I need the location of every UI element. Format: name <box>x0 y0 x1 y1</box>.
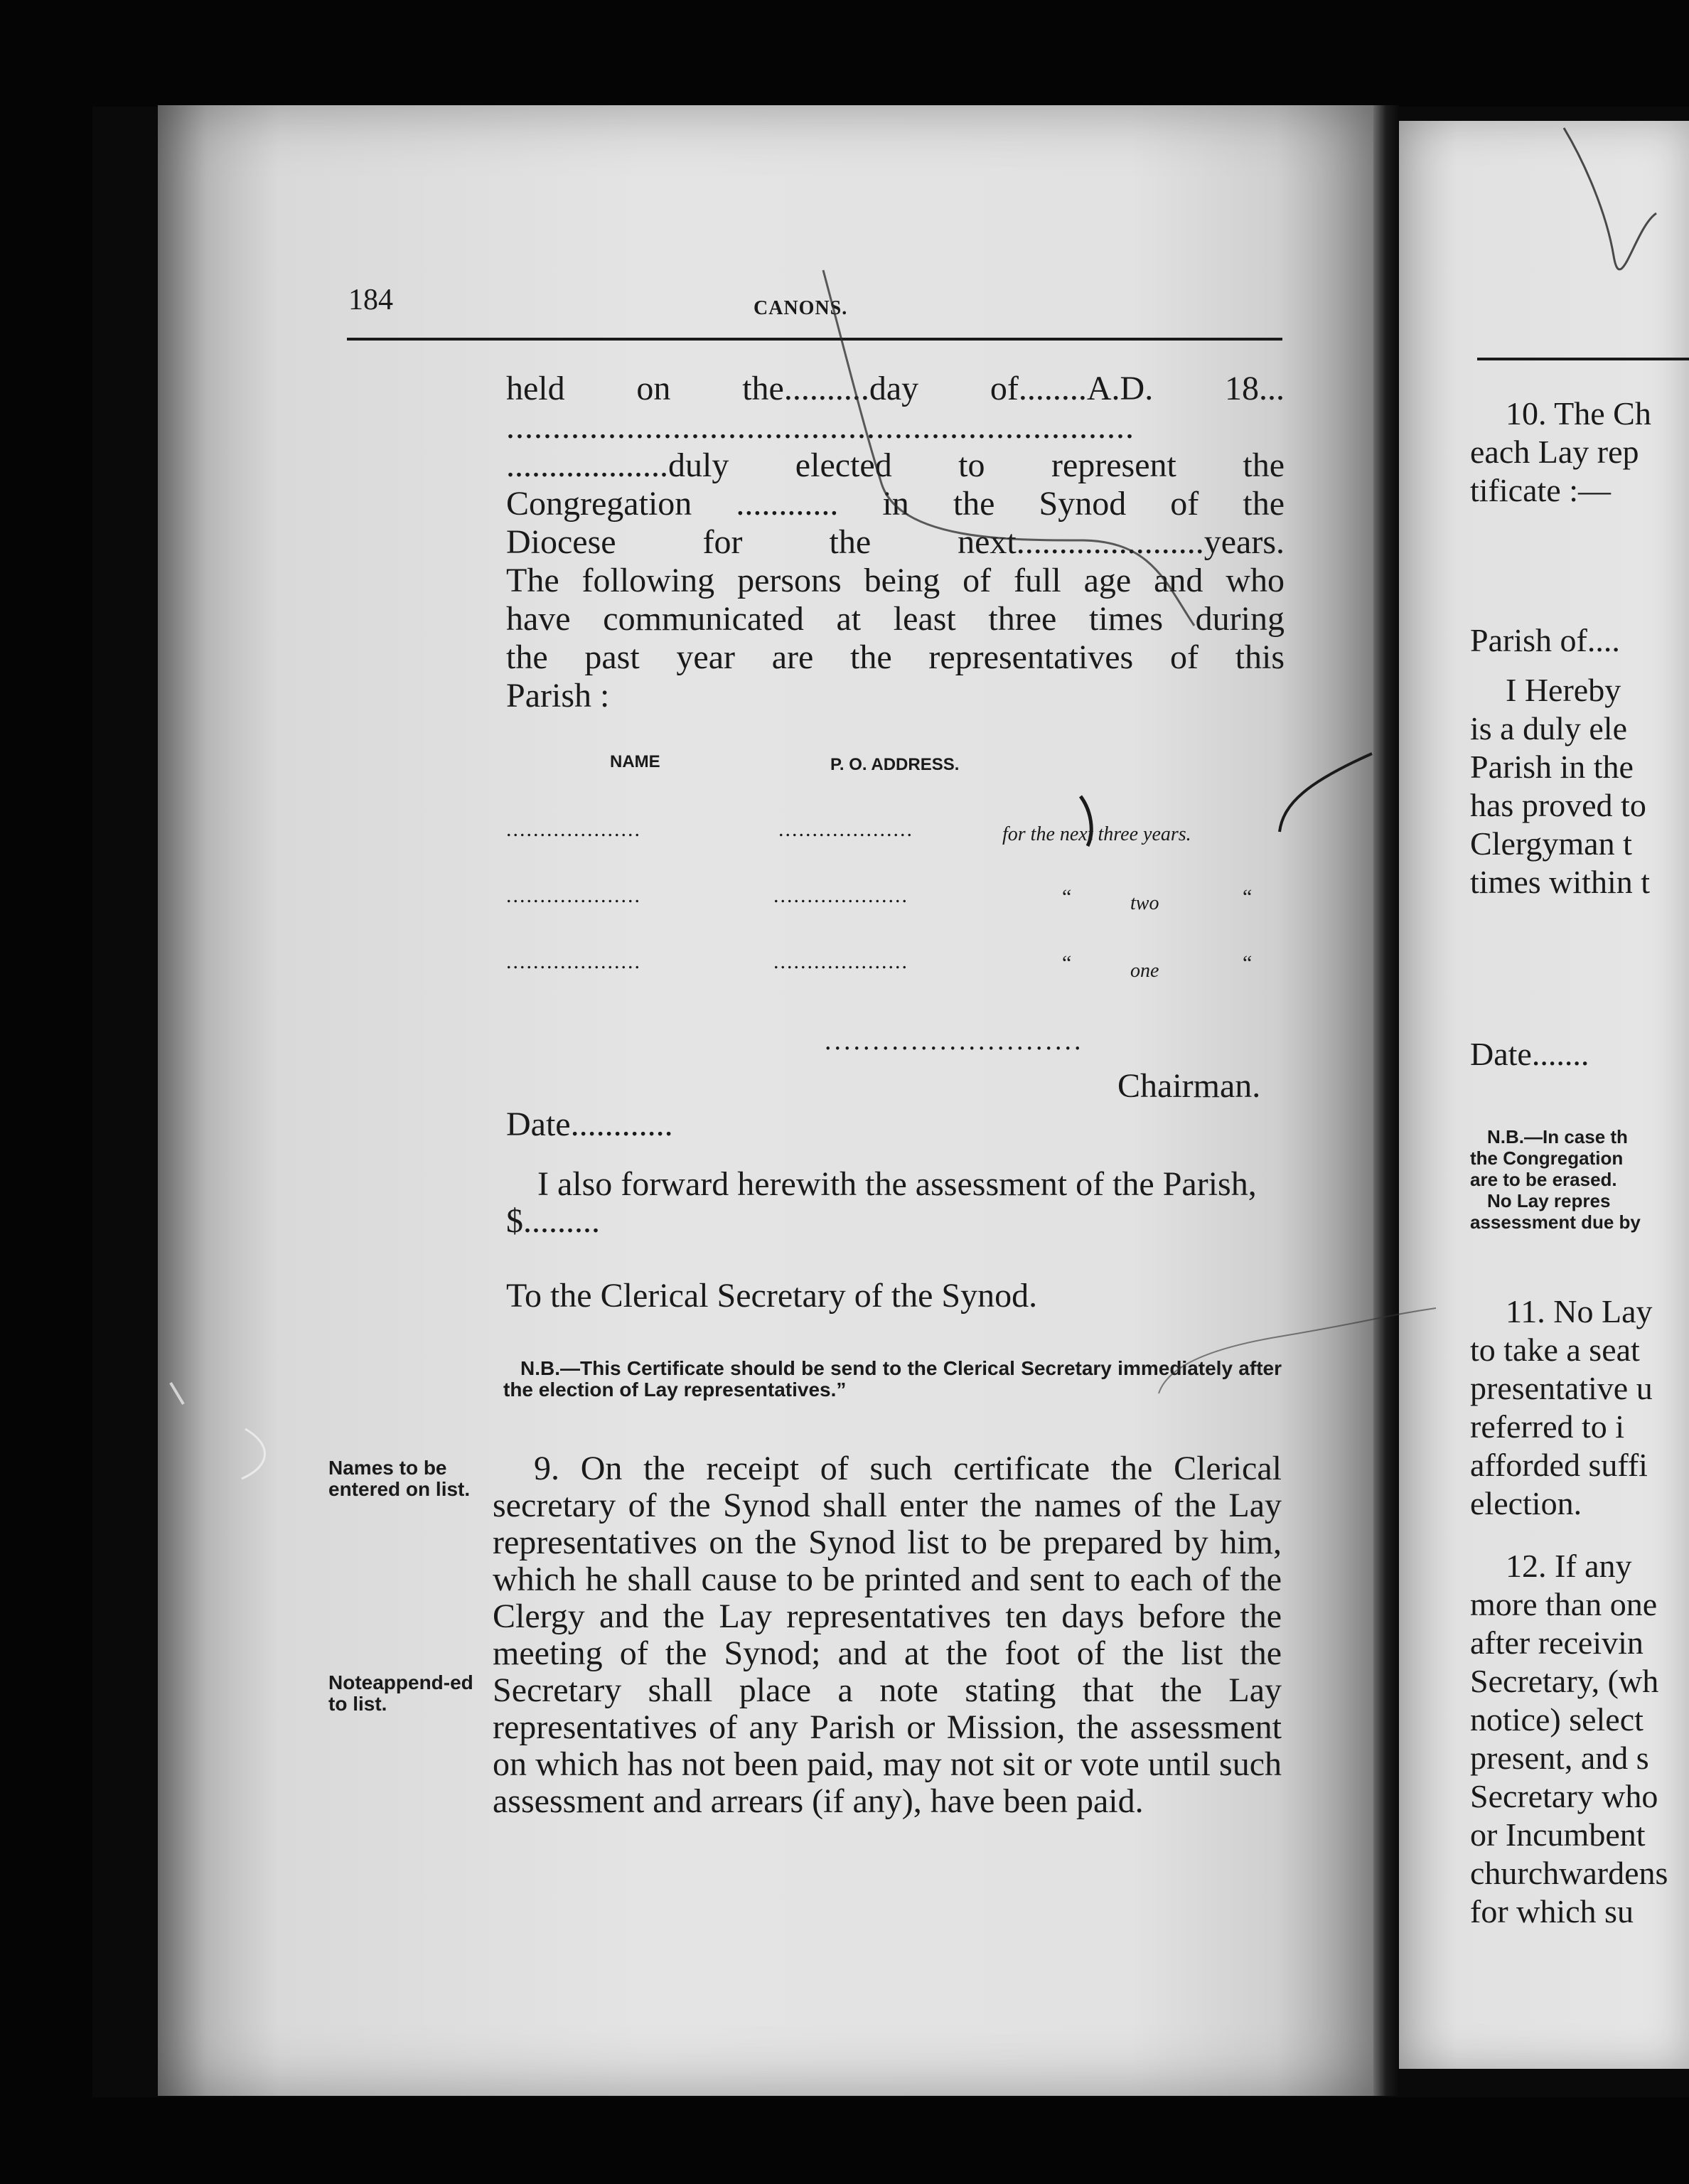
paragraph-9-text: 9. On the receipt of such certificate the Clerical secretary of the Synod shall enter the names of the Lay representatives on the Synod list to be prepared by him, which he shall cause to be printed and sent to each of the Clergy and the Lay representatives ten days before the meeting of the Synod; and at the foot of the list the Secretary shall place a note stating that the Lay representatives of any Parish or Mission, the assessment on which has not been paid, may not sit or vote until such assessment and arrears (if any), have been paid. <box>493 1450 1282 1820</box>
name-blank: .................... <box>506 884 641 907</box>
page-number: 184 <box>348 284 393 316</box>
right-line: more than one <box>1470 1586 1658 1622</box>
right-line: notice) select <box>1470 1701 1644 1738</box>
form-line: held on the..........day of........A.D. 18... <box>506 370 1285 407</box>
right-line: Parish in the <box>1470 749 1634 785</box>
scratch-line <box>1280 754 1372 832</box>
right-line: for which su <box>1470 1893 1634 1929</box>
chairman-label: Chairman. <box>1117 1067 1261 1105</box>
side-note-appended: Noteappend-ed to list. <box>328 1671 473 1715</box>
assessment-line: I also forward herewith the assessment of the Parish, $......... <box>506 1165 1257 1240</box>
form-line: Parish : <box>506 677 610 714</box>
name-blank: .................... <box>506 818 641 841</box>
form-line: the past year are the representatives of this <box>506 638 1285 676</box>
name-blank: .................... <box>506 950 641 973</box>
scratch-line <box>1159 1308 1436 1393</box>
address-blank: .................... <box>778 818 913 841</box>
right-line: afforded suffi <box>1470 1447 1648 1483</box>
right-line: after receivin <box>1470 1624 1644 1661</box>
right-line: N.B.—In case th <box>1487 1126 1628 1147</box>
right-line: the Congregation <box>1470 1147 1624 1169</box>
right-parish-line: Parish of.... <box>1470 622 1620 658</box>
right-date-line: Date....... <box>1470 1036 1589 1072</box>
form-line: The following persons being of full age and who <box>506 562 1285 599</box>
form-line: .................................................................... <box>506 408 1135 446</box>
scratch-line <box>242 1429 265 1479</box>
ditto-mark: “ <box>1243 951 1253 975</box>
term-label: two <box>1130 892 1159 914</box>
right-line: election. <box>1470 1485 1582 1521</box>
column-heading-name: NAME <box>610 752 660 771</box>
address-blank: .................... <box>773 884 908 907</box>
right-line: Secretary who <box>1470 1778 1658 1814</box>
right-line: present, and s <box>1470 1740 1649 1776</box>
right-line: 10. The Ch <box>1506 395 1651 432</box>
right-line: or Incumbent <box>1470 1816 1646 1853</box>
scratch-line <box>1081 796 1091 846</box>
date-line: Date............ <box>506 1106 673 1143</box>
ditto-mark: “ <box>1062 951 1072 975</box>
form-line: Congregation ............ in the Synod of the <box>506 485 1285 523</box>
scratch-line <box>823 270 1194 626</box>
addressee-line: To the Clerical Secretary of the Synod. <box>506 1277 1038 1315</box>
ditto-mark: “ <box>1243 885 1253 909</box>
right-line: tificate :— <box>1470 472 1611 508</box>
right-line: referred to i <box>1470 1408 1625 1445</box>
term-label: one <box>1130 960 1159 982</box>
right-line: is a duly ele <box>1470 710 1627 746</box>
right-line: each Lay rep <box>1470 434 1639 470</box>
running-head: CANONS. <box>754 297 848 319</box>
side-note-names: Names to be entered on list. <box>328 1457 471 1500</box>
right-line: Secretary, (wh <box>1470 1663 1659 1699</box>
right-line: Clergyman t <box>1470 825 1632 862</box>
right-line: churchwardens <box>1470 1855 1668 1891</box>
right-line: I Hereby <box>1506 672 1621 708</box>
right-line: are to be erased. <box>1470 1169 1617 1190</box>
right-line: to take a seat <box>1470 1332 1640 1368</box>
term-label: for the next three years. <box>1002 823 1191 845</box>
right-line: 12. If any <box>1506 1548 1632 1584</box>
form-line: ...................duly elected to represent the <box>506 446 1285 484</box>
column-heading-address: P. O. ADDRESS. <box>830 755 960 774</box>
scratch-line <box>171 1383 183 1404</box>
nb-note: N.B.—This Certificate should be send to the Clerical Secretary immediately after the election of Lay representatives.” <box>503 1357 1282 1401</box>
form-line: have communicated at least three times during <box>506 600 1285 638</box>
form-line: Diocese for the next......................years. <box>506 523 1285 561</box>
right-line: has proved to <box>1470 787 1646 823</box>
right-line: 11. No Lay <box>1506 1293 1653 1329</box>
right-line: presentative u <box>1470 1370 1653 1406</box>
right-line: assessment due by <box>1470 1211 1641 1233</box>
right-line: No Lay repres <box>1487 1190 1611 1211</box>
ditto-mark: “ <box>1062 885 1072 909</box>
address-blank: .................... <box>773 950 908 973</box>
signature-blank: ........................... <box>825 1026 1084 1056</box>
right-line: times within t <box>1470 864 1650 900</box>
scratch-line <box>1564 128 1656 269</box>
